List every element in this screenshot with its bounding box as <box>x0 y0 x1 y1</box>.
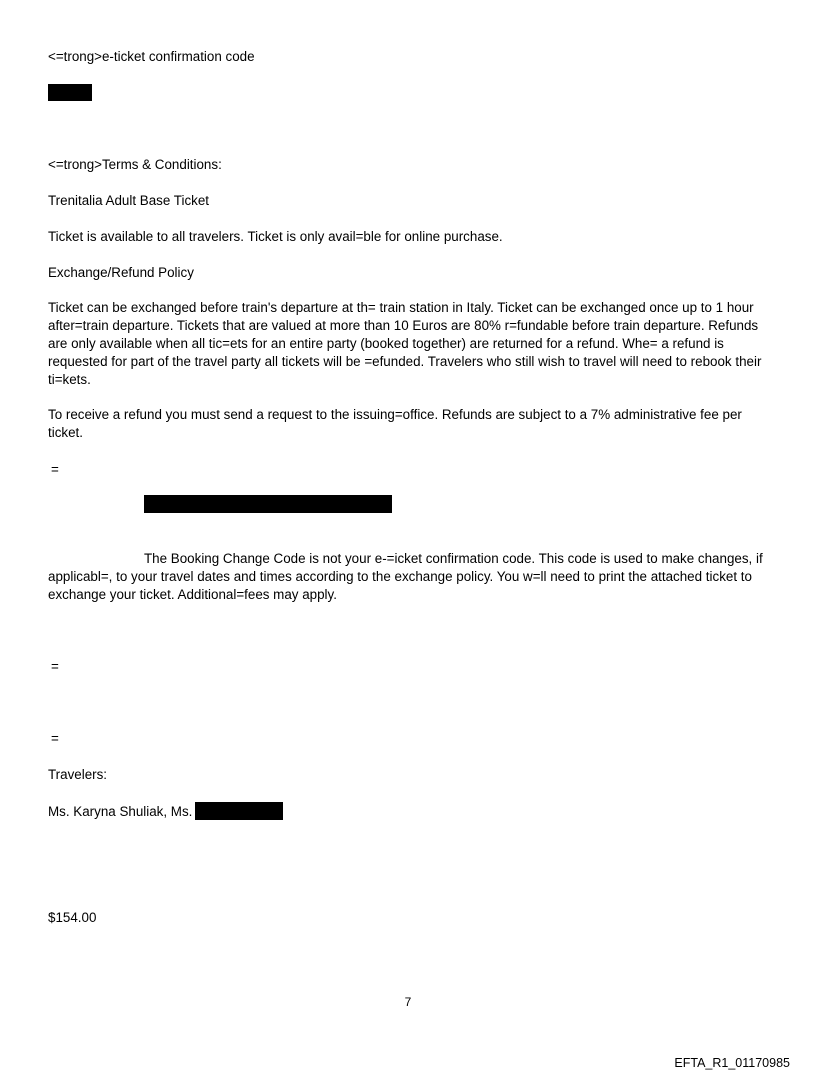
travelers-names <box>48 802 283 821</box>
page-number: 7 <box>404 995 412 1009</box>
availability-text: Ticket is available to all travelers. Ticket is only avail=ble for online purchase. <box>48 229 503 244</box>
confirmation-code-heading: <=trong>e-ticket confirmation code <box>48 49 255 64</box>
redacted-booking-change-code <box>144 495 392 513</box>
booking-change-code-note <box>48 550 774 604</box>
document-id: EFTA_R1_01170985 <box>674 1056 790 1070</box>
policy-heading: Exchange/Refund Policy <box>48 265 194 280</box>
terms-heading: <=trong>Terms & Conditions: <box>48 157 222 172</box>
refund-fee-text: To receive a refund you must send a request to the issuing=office. Refunds are subject to a 7% administrative fee per ticket. <box>48 407 742 440</box>
traveler-names-text: Ms. Karyna Shuliak, Ms. <box>48 804 193 819</box>
separator-2: = <box>51 659 59 674</box>
separator-1: = <box>51 462 59 477</box>
ticket-type: Trenitalia Adult Base Ticket <box>48 193 210 208</box>
redacted-confirmation-code <box>48 84 92 101</box>
exchange-refund-policy-text: Ticket can be exchanged before train's departure at th= train station in Italy. Ticket can be exchanged once up to 1 hour after=train departure. Tickets that are valued at more than 10 Euros are 80% r=fundable before train departure. Refunds are only available when all tic=ets for an entire party (booked together) are returned for a refund. Whe= a refund is requested for part of the travel party all tickets will be =efunded. Travelers who still wish to travel will need to rebook their ti=kets. <box>48 300 762 387</box>
ticket-price: $154.00 <box>48 910 97 925</box>
redacted-traveler-name <box>195 802 283 820</box>
travelers-label: Travelers: <box>48 767 108 782</box>
booking-change-code-note-text: The Booking Change Code is not your e-=icket confirmation code. This code is used to make changes, if applicabl=, to your travel dates and times according to the exchange policy. You w=ll need to print the attached ticket to exchange your ticket. Additional=fees may apply. <box>48 551 763 602</box>
separator-3: = <box>51 731 59 746</box>
